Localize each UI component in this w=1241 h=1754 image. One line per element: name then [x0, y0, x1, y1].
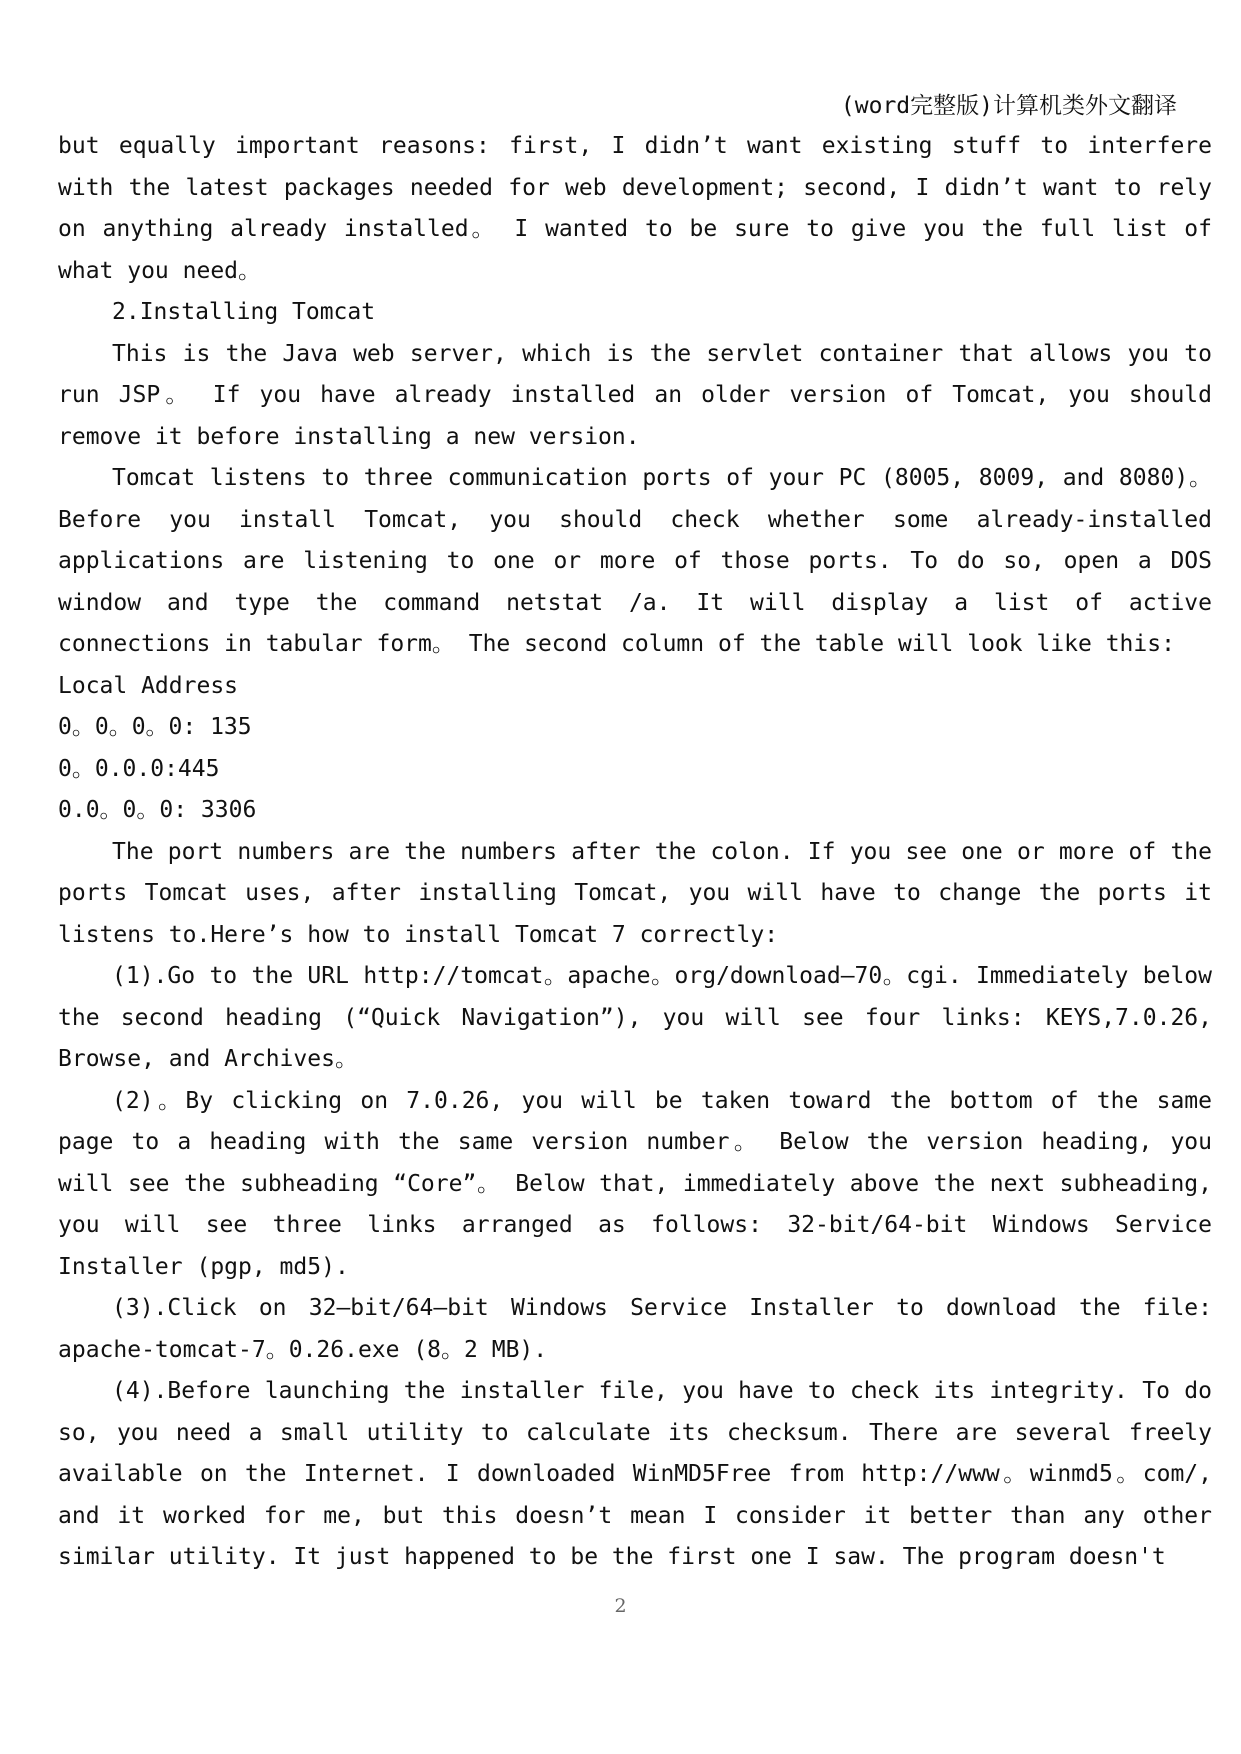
table-header-local-address: Local Address — [58, 672, 239, 699]
step-2: (2)。By clicking on 7.0.26, you will be taken toward the bottom of the same page to a heading with the same version number。 Below the version heading, you will see the subheading “Core”。 Below that, immediately above the next subheading, you will see three links arranged as follows: 32-bit/64-bit Windows Service Installer (pgp, md5). — [58, 1087, 1212, 1280]
step-3: (3).Click on 32—bit/64—bit Windows Service Installer to download the file: apache-tomcat-7。0.26.exe (8。2 MB). — [58, 1295, 1212, 1363]
paragraph-reasons: but equally important reasons: first, I didn’t want existing stuff to interfere with the latest packages needed for web development; second, I didn’t want to rely on anything already installed。 I wanted to be sure to give you the full list of what you need。 — [58, 133, 1212, 284]
address-line: 0.0。0。0: 3306 — [58, 797, 257, 823]
address-line: 0。0.0.0:445 — [58, 755, 220, 782]
address-line: 0。0。0。0: 135 — [58, 714, 252, 740]
document-body — [58, 126, 1212, 1579]
section-heading-installing-tomcat: 2.Installing Tomcat — [112, 299, 376, 325]
document-header: (word完整版)计算机类外文翻译 — [840, 93, 1177, 119]
paragraph-port-numbers: The port numbers are the numbers after the colon. If you see one or more of the ports Tomcat uses, after installing Tomcat, you will have to change the ports it listens to.Here’s how to install Tomcat 7 correctly: — [58, 838, 1212, 948]
step-1: (1).Go to the URL http://tomcat。apache。org/download—70。cgi. Immediately below the second heading (“Quick Navigation”), you will see four links: KEYS,7.0.26, Browse, and Archives。 — [58, 963, 1212, 1072]
page-number: 2 — [614, 1595, 627, 1617]
paragraph-java-web-server: This is the Java web server, which is the servlet container that allows you to run JSP。 If you have already installed an older version of Tomcat, you should remove it before installing a new version. — [58, 340, 1212, 450]
step-4: (4).Before launching the installer file, you have to check its integrity. To do so, you need a small utility to calculate its checksum. There are several freely available on the Internet. I downloaded WinMD5Free from http://www。winmd5。com/, and it worked for me, but this doesn’t mean I consider it better than any other similar utility. It just happened to be the first one I saw. The program doesn't — [58, 1378, 1212, 1570]
paragraph-ports: Tomcat listens to three communication ports of your PC (8005, 8009, and 8080)。 Before you install Tomcat, you should check whether some already-installed applications are listening to one or more of those ports. To do so, open a DOS window and type the command netstat /a. It will display a list of active connections in tabular form。 The second column of the table will look like this: — [58, 465, 1212, 657]
